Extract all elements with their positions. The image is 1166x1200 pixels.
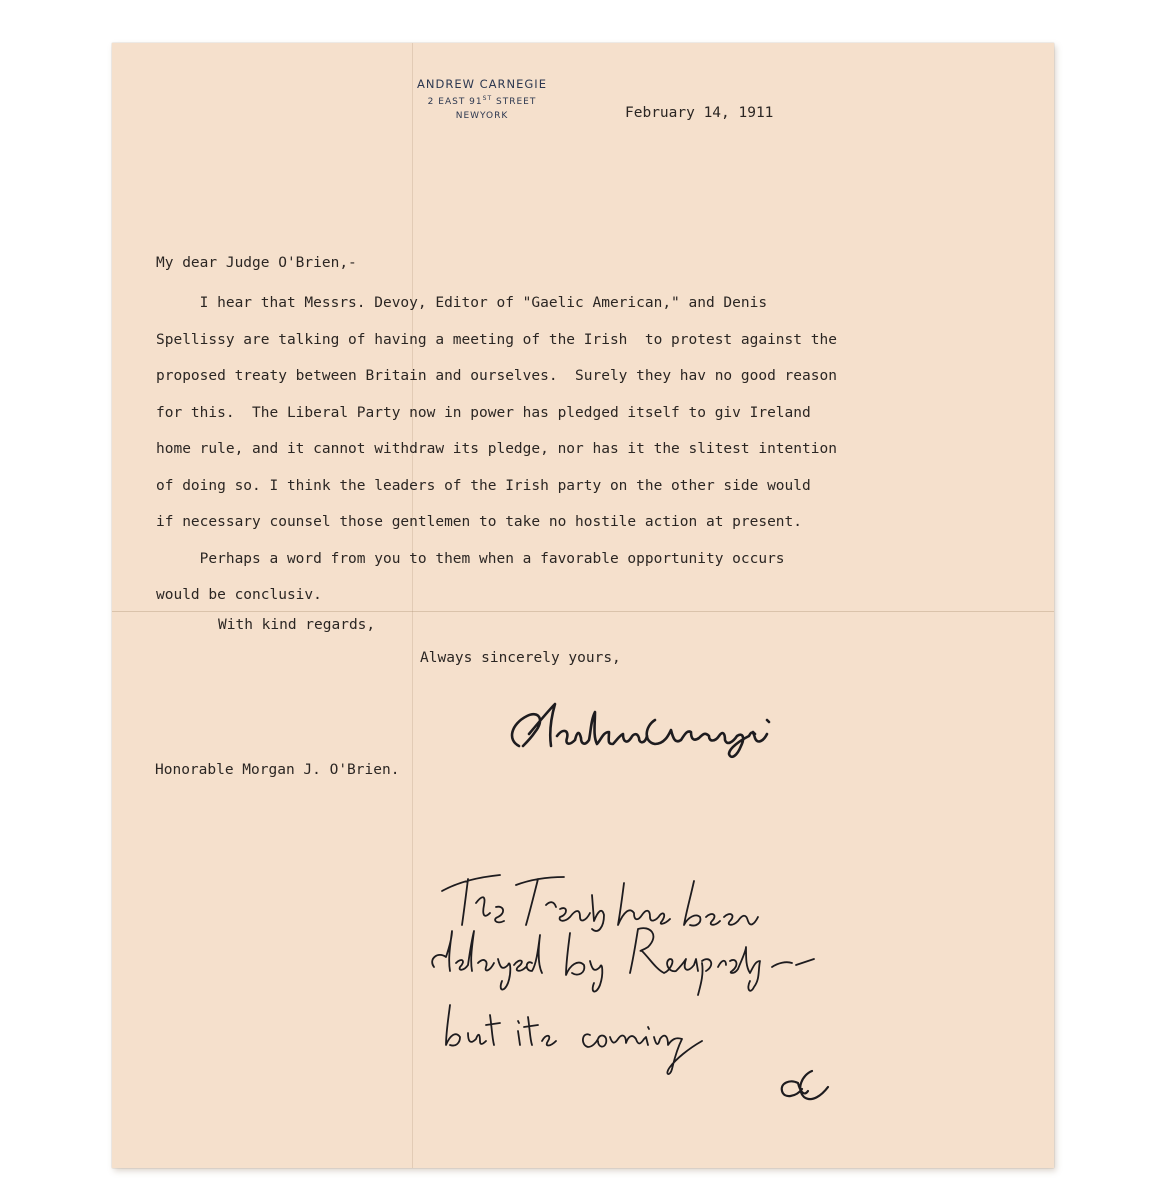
letter-body: [156, 285, 837, 614]
signature-drawing: [505, 690, 795, 760]
letterhead-city: NEWYORK: [455, 111, 509, 121]
body-line: proposed treaty between Britain and ourselves. Surely they hav no good reason: [156, 368, 837, 384]
body-line: Perhaps a word from you to them when a favorable opportunity occurs: [156, 550, 785, 567]
letter-date: February 14, 1911: [625, 105, 774, 121]
salutation: My dear Judge O'Brien,-: [156, 255, 357, 271]
body-line: I hear that Messrs. Devoy, Editor of "Gaelic American," and Denis: [156, 295, 768, 311]
valediction: Always sincerely yours,: [420, 650, 621, 666]
body-line: if necessary counsel those gentlemen to take no hostile action at present.: [156, 514, 803, 530]
body-line: Spellissy are talking of having a meeting of the Irish to protest against the: [156, 331, 837, 348]
body-line: home rule, and it cannot withdraw its pledge, nor has it the slitest intention: [156, 441, 837, 457]
letterhead: [372, 77, 592, 121]
addressee: Honorable Morgan J. O'Brien.: [155, 762, 400, 778]
body-line: for this. The Liberal Party now in power has pledged itself to giv Ireland: [156, 404, 811, 421]
letterhead-address: 2 EAST 91ST STREET: [427, 95, 537, 107]
handwritten-note: [420, 855, 840, 1115]
handwritten-note-drawing: [420, 855, 840, 1115]
body-line: would be conclusiv.: [156, 587, 322, 603]
signature: [505, 690, 795, 760]
closing: With kind regards,: [218, 617, 376, 633]
body-line: of doing so. I think the leaders of the Irish party on the other side would: [156, 477, 811, 494]
letterhead-name: ANDREW CARNEGIE: [417, 77, 547, 91]
